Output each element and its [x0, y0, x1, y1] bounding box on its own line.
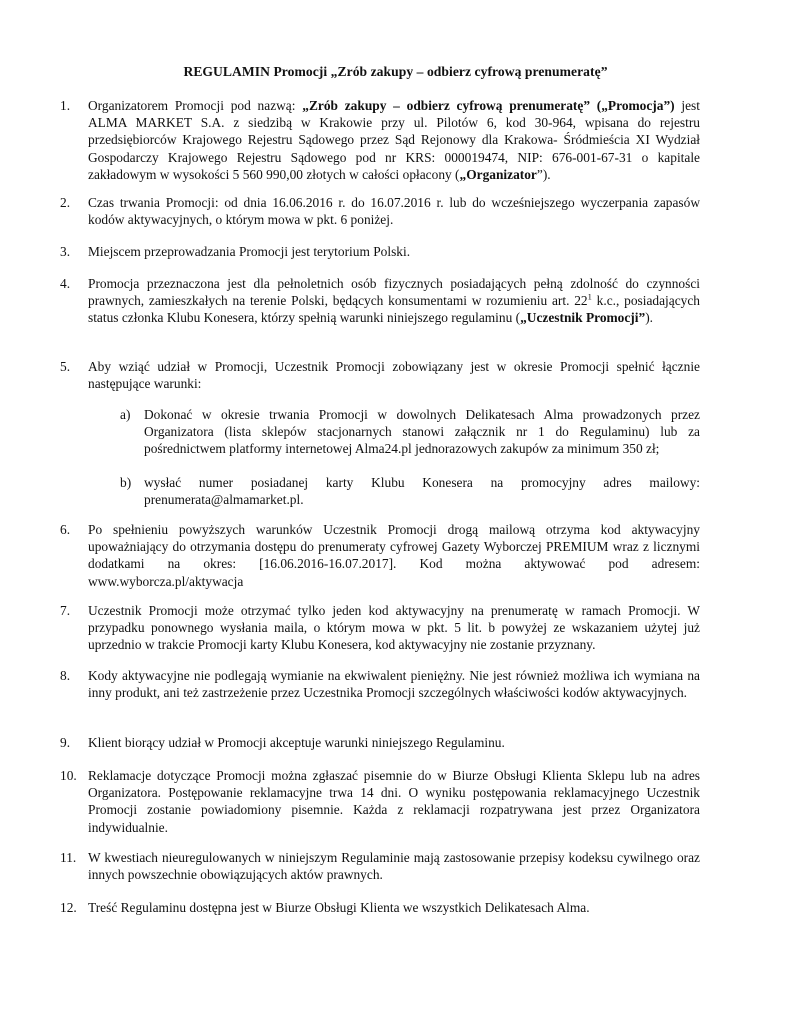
document-title: REGULAMIN Promocji „Zrób zakupy – odbierz cyfrową prenumeratę” — [183, 64, 608, 79]
paragraph-7 — [60, 602, 700, 654]
paragraph-number: 10. — [60, 768, 77, 783]
paragraph-number: 9. — [60, 735, 71, 750]
paragraph-number: 8. — [60, 668, 71, 683]
paragraph-text: Czas trwania Promocji: od dnia 16.06.2016 r. do 16.07.2016 r. lub do wcześniejszego wyczerpania zapasów kodów aktywacyjnych, o którym mowa w pkt. 6 poniżej. — [88, 195, 700, 228]
paragraph-text: Klient biorący udział w Promocji akceptuje warunki niniejszego Regulaminu. — [88, 735, 505, 750]
paragraph-text: Reklamacje dotyczące Promocji można zgłaszać pisemnie do w Biurze Obsługi Klienta Sklepu lub na adres Organizatora. Postępowanie reklamacyjne trwa 14 dni. O wyniku postępowania reklamacyjnego Uczestnik Promocji zostanie powiadomiony pisemnie. Każda z reklamacji rozpatrywana jest przez Organizatora indywidualnie. — [88, 768, 700, 835]
paragraph-10 — [60, 767, 700, 836]
paragraph-9 — [60, 734, 700, 751]
paragraph-text: Kody aktywacyjne nie podlegają wymianie na ekwiwalent pieniężny. Nie jest również możliwa ich wymiana na inny produkt, ani też zastrzeżenie przez Uczestnika Promocji szczególnych właściwości kodów aktywacyjnych. — [88, 668, 700, 701]
paragraph-number: 1. — [60, 98, 71, 113]
paragraph-number: 7. — [60, 603, 71, 618]
paragraph-12 — [60, 899, 700, 916]
paragraph-text: Aby wziąć udział w Promocji, Uczestnik Promocji zobowiązany jest w okresie Promocji spełnić łącznie następujące warunki: — [88, 359, 700, 392]
paragraph-text: Treść Regulaminu dostępna jest w Biurze Obsługi Klienta we wszystkich Delikatesach Alma. — [88, 900, 590, 915]
bold-participant: „Uczestnik Promocji” — [520, 310, 646, 326]
paragraph-number: 4. — [60, 276, 71, 291]
paragraph-number: 6. — [60, 522, 71, 537]
paragraph-text: Po spełnieniu powyższych warunków Uczestnik Promocji drogą mailową otrzyma kod aktywacyjny upoważniający do otrzymania dostępu do prenumeraty cyfrowej Gazety Wyborczej PREMIUM wraz z licznymi dodatkami na okres: [16.06.2016-16.07.2017]. Kod można aktywować pod adresem: www.wyborcza.pl/aktywacja — [88, 522, 700, 589]
paragraph-8 — [60, 667, 700, 701]
paragraph-number: 12. — [60, 900, 77, 915]
paragraph-text: Miejscem przeprowadzania Promocji jest terytorium Polski. — [88, 244, 411, 259]
paragraph-4 — [60, 275, 700, 327]
subitem-letter: b) — [120, 475, 132, 490]
paragraph-6 — [60, 521, 700, 590]
paragraph-3 — [60, 243, 700, 260]
paragraph-2 — [60, 194, 700, 228]
paragraph-text: Organizatorem Promocji pod nazwą: „Zrób zakupy – odbierz cyfrową prenumeratę” („Promocja”) jest ALMA MARKET S.A. z siedzibą w Krakowie przy ul. Pilotów 6, kod 30-964, wpisana do rejestru przedsiębiorców Krajowego Rejestru Sądowego przez Sąd Rejonowy dla Krakowa- Śródmieścia XI Wydział Gospodarczy Krajowego Rejestru Sądowego pod nr KRS: 000019474, NIP: 676-001-67-31 o kapitale zakładowym w wysokości 5 560 990,00 złotych w całości opłacony („Organizator”). — [88, 98, 700, 182]
paragraph-5 — [60, 358, 700, 392]
paragraph-number: 3. — [60, 244, 71, 259]
superscript: 1 — [587, 291, 592, 302]
paragraph-number: 11. — [60, 850, 77, 865]
paragraph-number: 5. — [60, 359, 71, 374]
subitem-text: Dokonać w okresie trwania Promocji w dowolnych Delikatesach Alma prowadzonych przez Organizatora (lista sklepów stacjonarnych stanowi załącznik nr 1 do Regulaminu) lub za pośrednictwem platformy internetowej Alma24.pl jednorazowych zakupów za minimum 350 zł; — [144, 407, 700, 457]
paragraph-text: Promocja przeznaczona jest dla pełnoletnich osób fizycznych posiadających pełną zdolność do czynności prawnych, zamieszkałych na terenie Polski, będących konsumentami w rozumieniu art. $22^1$ k.c., posiadających status członka Klubu Konesera, którzy spełnią warunki niniejszego regulaminu („Uczestnik Promocji”). — [88, 276, 700, 326]
paragraph-11 — [60, 849, 700, 883]
paragraph-text: W kwestiach nieuregulowanych w niniejszym Regulaminie mają zastosowanie przepisy kodeksu cywilnego oraz innych powszechnie obowiązujących aktów prawnych. — [88, 850, 700, 883]
paragraph-text: Uczestnik Promocji może otrzymać tylko jeden kod aktywacyjny na prenumeratę w ramach Promocji. W przypadku ponownego wysłania maila, o którym mowa w pkt. 5 lit. b powyżej ze wskazaniem użytej już uprzednio w trakcie Promocji karty Klubu Konesera, kod aktywacyjny nie zostanie przyznany. — [88, 603, 700, 653]
subitem-letter: a) — [120, 407, 131, 422]
subitem-text: wysłać numer posiadanej karty Klubu Konesera na promocyjny adres mailowy: prenumerata@almamarket.pl. — [144, 475, 700, 508]
paragraph-1 — [60, 97, 700, 183]
subitem-b — [120, 474, 700, 508]
paragraph-number: 2. — [60, 195, 71, 210]
bold-promotion-name: „Zrób zakupy – odbierz cyfrową prenumeratę” („Promocja”) — [302, 98, 675, 113]
bold-organizer: „Organizator — [459, 166, 537, 182]
subitem-a — [120, 406, 700, 458]
